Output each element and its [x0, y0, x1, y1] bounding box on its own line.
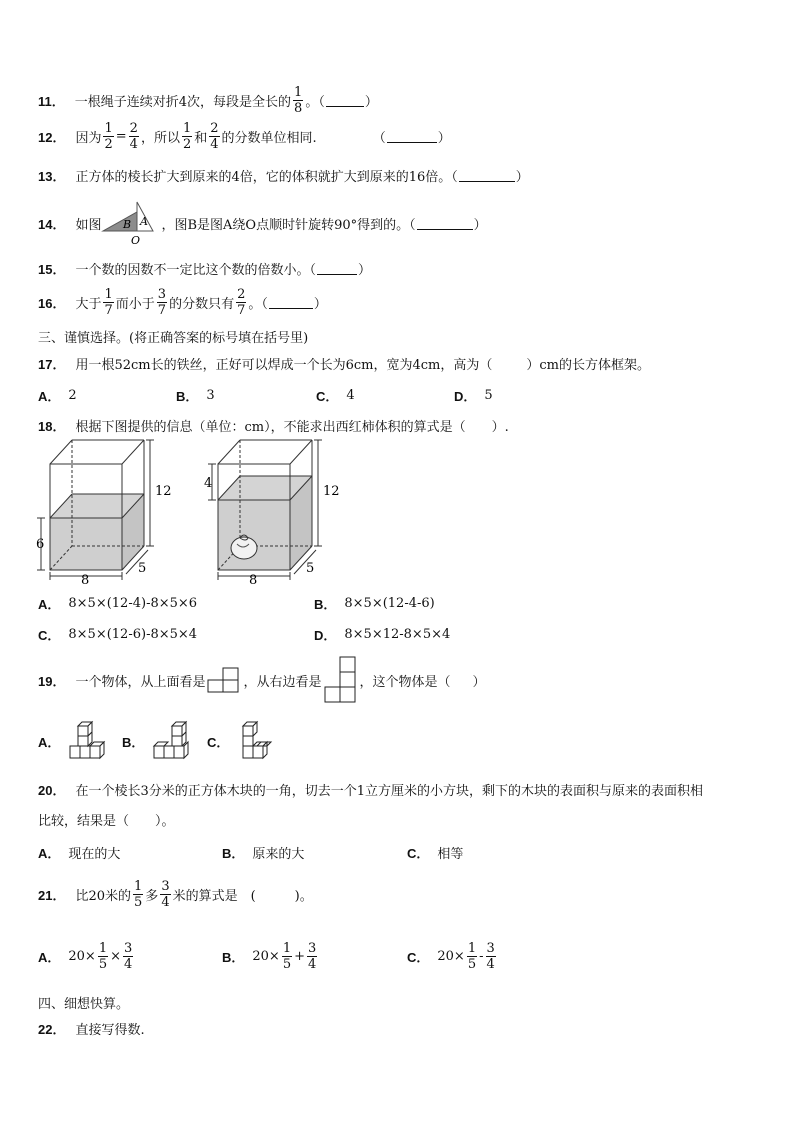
label-b: B — [123, 218, 132, 231]
right-view-figure — [324, 656, 358, 704]
option-c[interactable]: C． 20× $\frac{1}{5}$ - $\frac{3}{4}$ — [407, 941, 495, 972]
question-number: 15． — [38, 262, 66, 277]
option-d[interactable]: D． 8×5×12-8×5×4 — [314, 627, 451, 643]
option-b[interactable]: B． 3 — [176, 388, 215, 404]
question-number: 22． — [38, 1022, 66, 1037]
container-figure-1 — [36, 438, 186, 588]
question-number: 16． — [38, 296, 66, 311]
width-label: 5 — [138, 561, 147, 576]
fraction: $\frac{3}{4}$ — [161, 879, 170, 910]
section-heading: 四、细想快算。 — [38, 997, 130, 1012]
label-o: O — [131, 234, 141, 246]
cube-stack-icon — [68, 720, 108, 762]
question-11: 11． 一根绳子连续对折4次，每段是全长的 $\frac{1}{8}$ 。（ ） — [38, 85, 378, 116]
fraction: $\frac{1}{5}$ — [282, 941, 292, 972]
option-a[interactable]: A． — [38, 720, 108, 762]
answer-blank[interactable] — [326, 94, 364, 107]
answer-blank[interactable] — [387, 130, 437, 143]
fraction: $\frac{2}{4}$ — [210, 121, 219, 152]
water-height-label: 6 — [36, 537, 45, 552]
option-c[interactable]: C． — [207, 720, 277, 762]
option-c[interactable]: C． 4 — [316, 388, 355, 404]
fraction: $\frac{1}{8}$ — [294, 85, 303, 116]
fraction: $\frac{3}{7}$ — [157, 287, 167, 318]
option-a[interactable]: A． 8×5×(12-4)-8×5×6 — [38, 596, 198, 612]
label-a: A — [140, 215, 149, 228]
fraction: $\frac{2}{4}$ — [129, 121, 138, 152]
top-view-figure — [207, 667, 241, 693]
fraction: $\frac{2}{7}$ — [237, 287, 246, 318]
fraction: $\frac{1}{5}$ — [134, 879, 143, 910]
question-19: 19． 一个物体，从上面看是 ，从右边看是 ，这个物体是（ ） — [38, 656, 486, 704]
answer-blank[interactable] — [417, 217, 473, 230]
question-20-line-2: 比较，结果是（ ）。 — [38, 814, 175, 829]
option-b[interactable]: B． 8×5×(12-4-6) — [314, 596, 435, 612]
fraction: $\frac{1}{2}$ — [104, 121, 113, 152]
rotation-figure — [101, 200, 161, 246]
question-number: 19． — [38, 673, 66, 689]
question-12: 12． 因为 $\frac{1}{2}$ = $\frac{2}{4}$ ，所以 $\frac{1}{2}$ 和 $\frac{2}{4}$ 的分数单位相同. （ ） — [38, 121, 451, 152]
width-label: 5 — [306, 561, 315, 576]
option-a[interactable]: A． 现在的大 — [38, 846, 121, 862]
answer-blank[interactable] — [459, 169, 515, 182]
container-figure-2 — [204, 438, 354, 588]
section-heading: 三、谨慎选择。(将正确答案的标号填在括号里) — [38, 331, 309, 346]
option-c[interactable]: C． 8×5×(12-6)-8×5×4 — [38, 627, 198, 643]
length-label: 8 — [249, 573, 258, 588]
question-number: 13． — [38, 169, 66, 184]
height-label: 12 — [155, 484, 172, 499]
length-label: 8 — [81, 573, 90, 588]
question-22: 22． 直接写得数. — [38, 1019, 145, 1038]
question-number: 20． — [38, 783, 66, 798]
question-number: 14． — [38, 216, 66, 232]
cube-stack-icon — [152, 720, 192, 762]
question-13: 13． 正方体的棱长扩大到原来的4倍，它的体积就扩大到原来的16倍。（ ） — [38, 166, 529, 185]
question-15: 15． 一个数的因数不一定比这个数的倍数小。（ ） — [38, 259, 371, 278]
question-text: 一根绳子连续对折4次，每段是全长的 — [74, 95, 292, 110]
question-21: 21． 比20米的 $\frac{1}{5}$ 多 $\frac{3}{4}$ 米的算式是 ( )。 — [38, 879, 313, 910]
question-number: 17． — [38, 357, 66, 372]
option-a[interactable]: A． 20× $\frac{1}{5}$ × $\frac{3}{4}$ — [38, 941, 133, 972]
cube-stack-icon — [237, 720, 277, 762]
answer-blank[interactable] — [269, 296, 313, 309]
option-a[interactable]: A． 2 — [38, 388, 77, 404]
question-number: 18． — [38, 419, 66, 434]
question-16: 16． 大于 $\frac{1}{7}$ 而小于 $\frac{3}{7}$ 的分数只有 $\frac{2}{7}$ 。（ ） — [38, 287, 327, 318]
question-14: 14． 如图 B A O ，图B是图A绕O点顺时针旋转90°得到的。（ ） — [38, 200, 487, 246]
option-b[interactable]: B． 20× $\frac{1}{5}$ + $\frac{3}{4}$ — [222, 941, 317, 972]
height-label: 12 — [323, 484, 340, 499]
top-gap-label: 4 — [204, 476, 213, 491]
fraction: $\frac{1}{2}$ — [182, 121, 192, 152]
option-b[interactable]: B． — [122, 720, 192, 762]
answer-blank[interactable] — [317, 262, 357, 275]
fraction: $\frac{3}{4}$ — [308, 941, 317, 972]
question-number: 11． — [38, 94, 65, 109]
option-c[interactable]: C． 相等 — [407, 846, 464, 862]
option-b[interactable]: B． 原来的大 — [222, 846, 305, 862]
question-18: 18． 根据下图提供的信息（单位：cm），不能求出西红柿体积的算式是（ ）. — [38, 416, 509, 435]
fraction: $\frac{1}{7}$ — [104, 287, 113, 318]
question-17: 17． 用一根52cm长的铁丝，正好可以焊成一个长为6cm，宽为4cm，高为（ ）cm的长方体框架。 — [38, 354, 650, 373]
question-number: 12． — [38, 130, 66, 145]
option-d[interactable]: D． 5 — [454, 388, 493, 404]
question-number: 21． — [38, 888, 66, 903]
fraction: $\frac{3}{4}$ — [124, 941, 133, 972]
question-20: 20． 在一个棱长3分米的正方体木块的一角，切去一个1立方厘米的小方块，剩下的木块的表面积与原来的表面积相 — [38, 780, 703, 799]
fraction: $\frac{1}{5}$ — [467, 941, 477, 972]
fraction: $\frac{3}{4}$ — [486, 941, 495, 972]
fraction: $\frac{1}{5}$ — [98, 941, 108, 972]
